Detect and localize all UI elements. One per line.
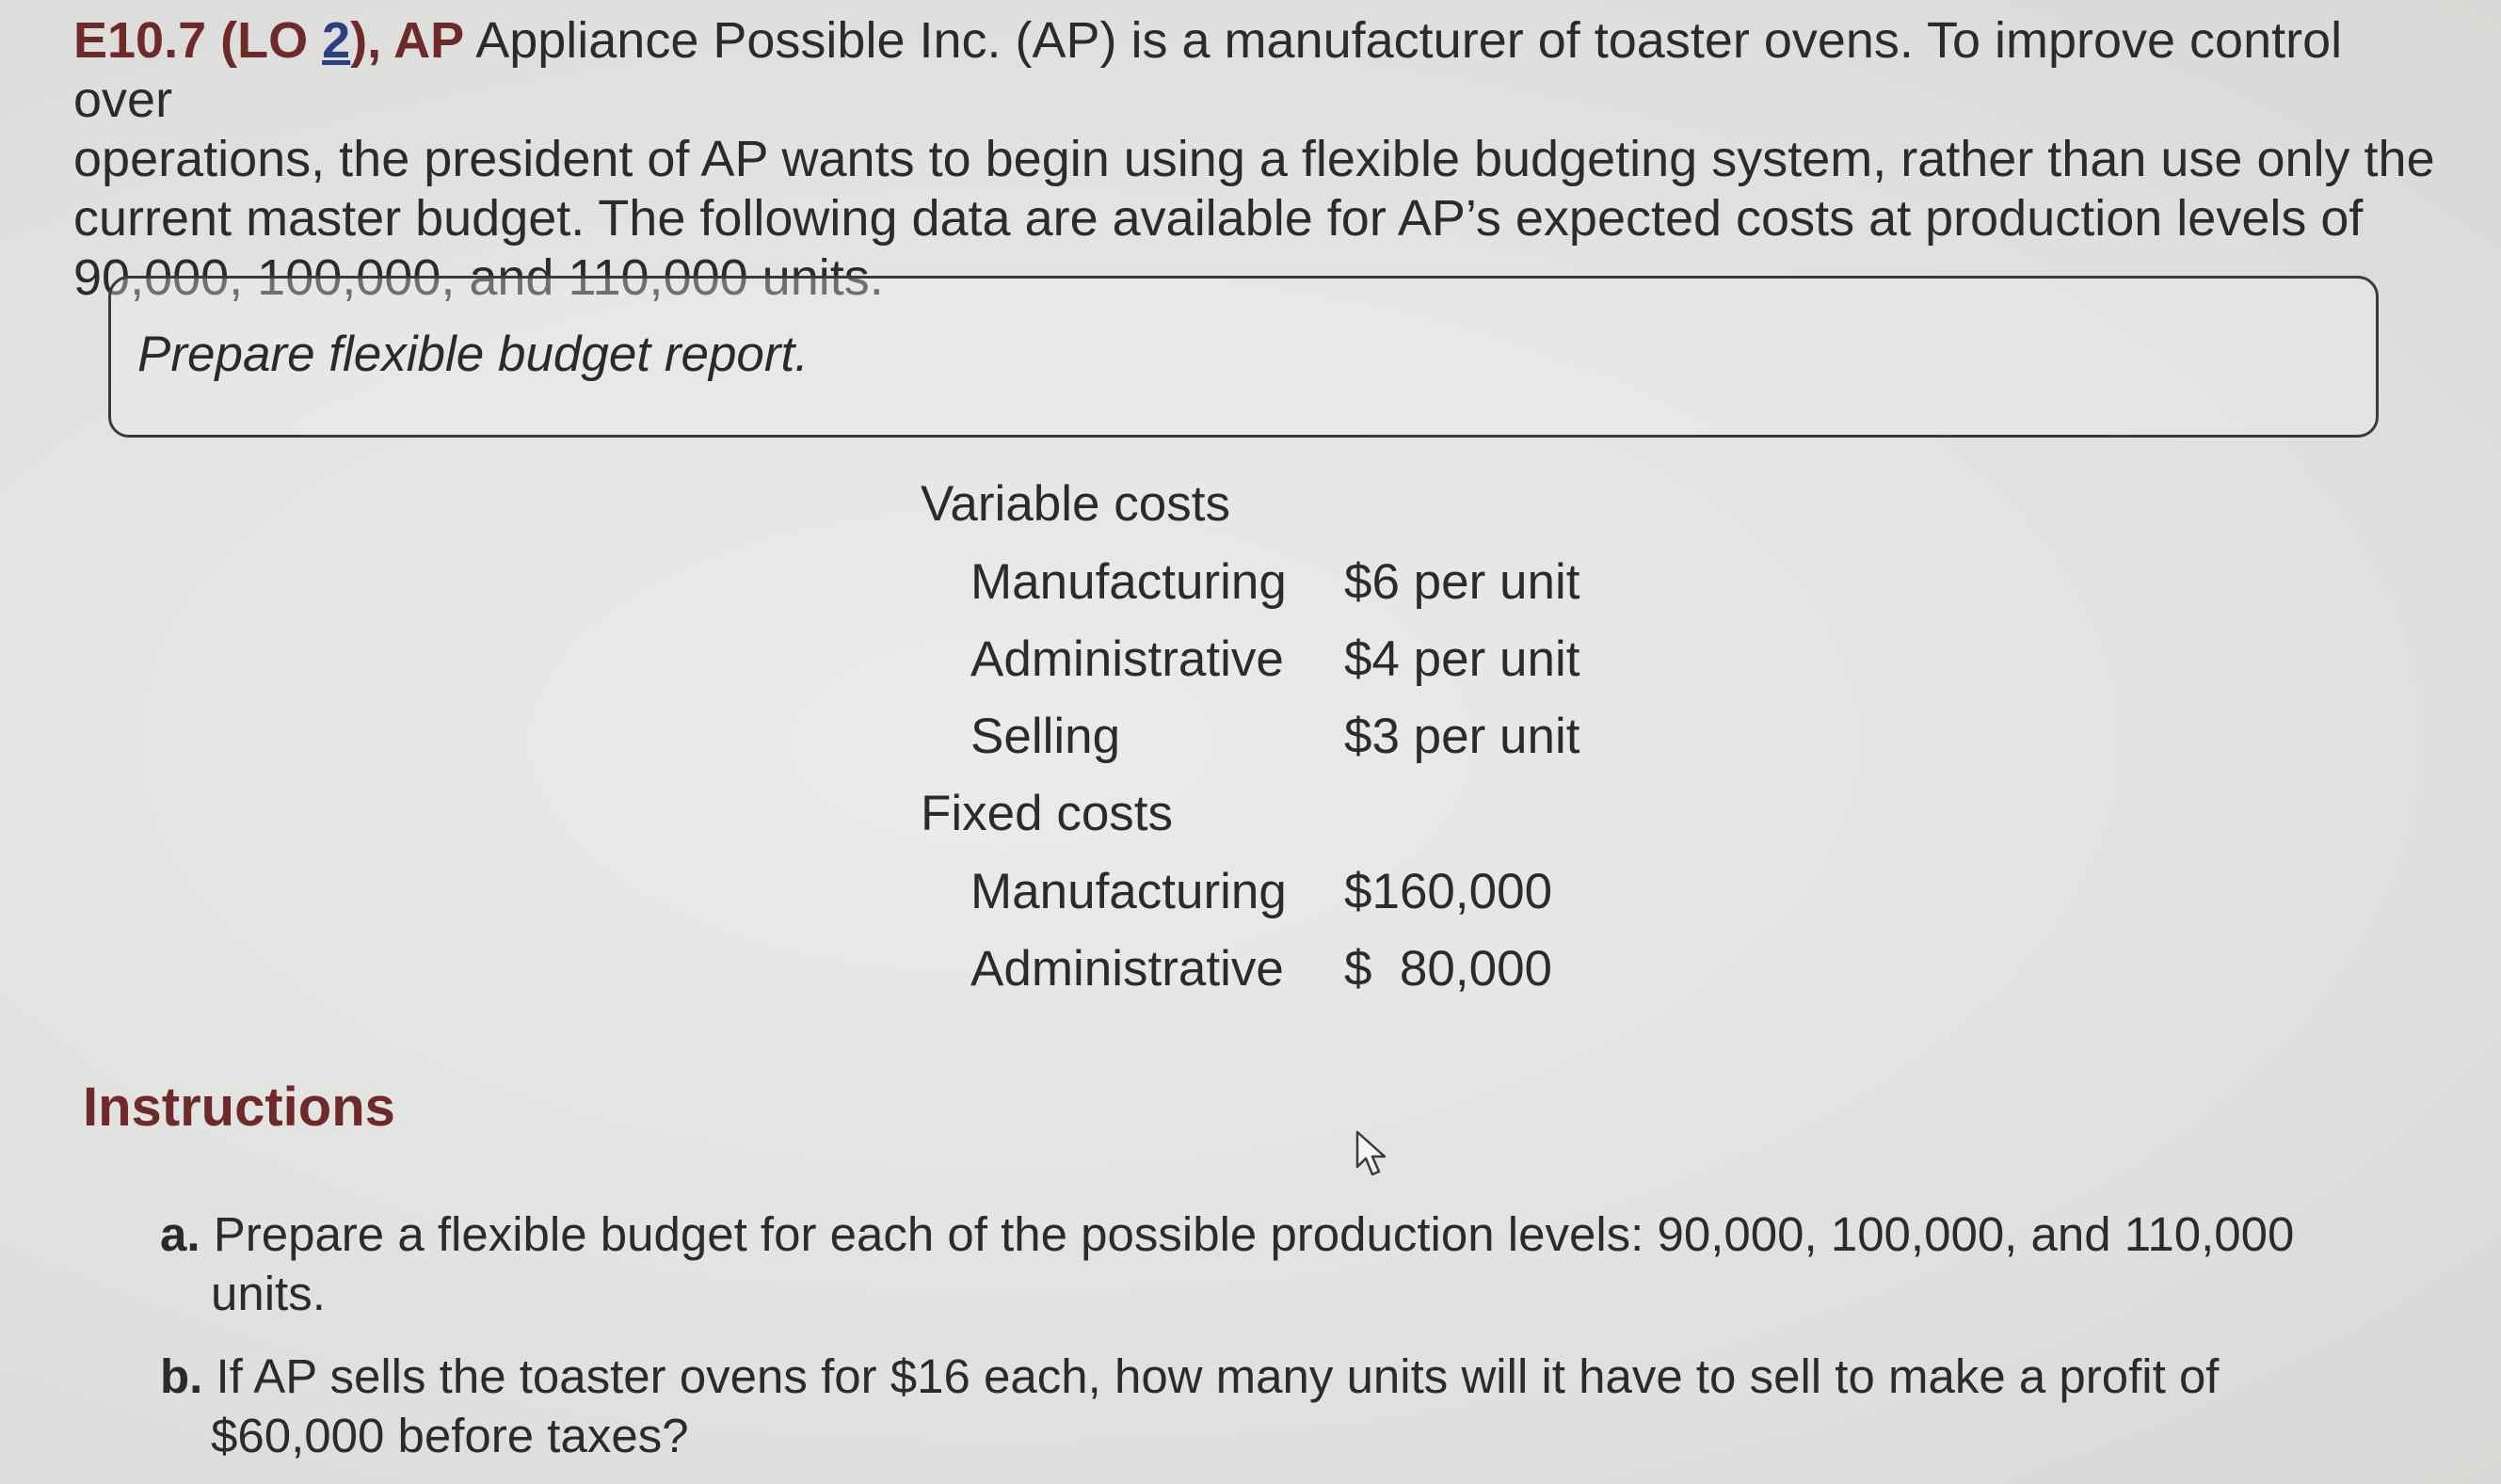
fixed-manufacturing-value: $160,000 (1344, 864, 1553, 919)
problem-line-1 (73, 11, 2445, 130)
instruction-a-letter: a. (160, 1207, 200, 1261)
variable-administrative-label: Administrative (970, 631, 1284, 687)
exercise-id: E10.7 (73, 12, 207, 69)
problem-line-2: operations, the president of AP wants to begin using a flexible budgeting system, rather than use only the (73, 131, 2435, 187)
variable-manufacturing-value: $6 per unit (1344, 554, 1580, 610)
fixed-costs-heading: Fixed costs (921, 786, 1174, 841)
instruction-b-continuation: $60,000 before taxes? (211, 1409, 689, 1462)
variable-manufacturing-label: Manufacturing (970, 554, 1287, 610)
learning-objective-link[interactable]: 2 (322, 12, 351, 69)
problem-text-1: Appliance Possible Inc. (AP) is a manufacturer of toaster ovens. To improve control over (73, 12, 2343, 128)
variable-costs-heading: Variable costs (921, 476, 1230, 532)
variable-selling-label: Selling (970, 709, 1121, 764)
problem-statement (73, 11, 2445, 308)
instruction-a-continuation: units. (211, 1267, 326, 1320)
instruction-a-text: Prepare a flexible budget for each of the possible production levels: 90,000, 100,000, and 110,000 (200, 1207, 2295, 1261)
problem-line-4: 90,000, 100,000, and 110,000 units. (73, 249, 884, 306)
prompt-box (108, 276, 2379, 438)
instruction-b-letter: b. (160, 1349, 203, 1403)
mouse-pointer-icon (1354, 1129, 1395, 1180)
variable-administrative-value: $4 per unit (1344, 631, 1580, 687)
variable-selling-value: $3 per unit (1344, 709, 1580, 764)
instruction-b-text: If AP sells the toaster ovens for $16 each, how many units will it have to sell to make a profit of (202, 1349, 2220, 1403)
lo-open: ( (206, 12, 238, 69)
lo-prefix: LO (237, 12, 323, 69)
instruction-a (160, 1205, 2438, 1323)
fixed-manufacturing-label: Manufacturing (970, 864, 1287, 919)
instruction-b (160, 1347, 2438, 1465)
company-abbr: AP (393, 12, 465, 69)
lo-close: ), (350, 12, 394, 69)
prompt-text: Prepare flexible budget report. (137, 327, 809, 382)
fixed-administrative-value: $ 80,000 (1344, 941, 1553, 997)
problem-line-3: current master budget. The following data are available for AP’s expected costs at production levels of (73, 190, 2364, 247)
fixed-administrative-label: Administrative (970, 941, 1284, 997)
instructions-heading: Instructions (83, 1077, 395, 1138)
